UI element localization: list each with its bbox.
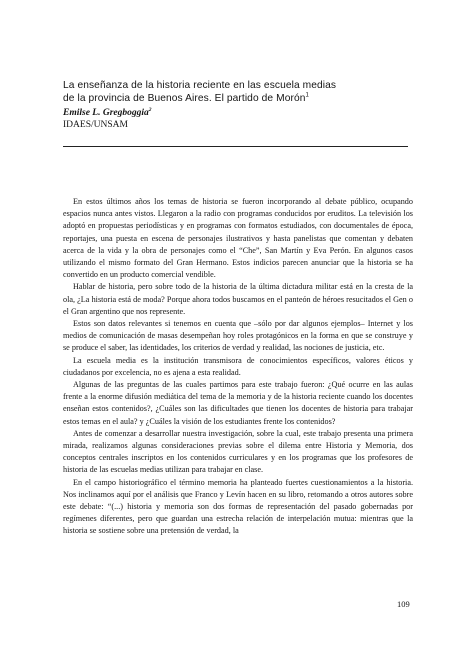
paragraph: La escuela media es la institución transmisora de conocimientos específicos, valores éticos y ciudadanos por excelencia, no es ajena a esta realidad. bbox=[63, 355, 413, 377]
article-title-line-2-text: de la provincia de Buenos Aires. El partido de Morón bbox=[63, 93, 306, 104]
page-number: 109 bbox=[397, 599, 410, 609]
author-name-text: Emilse L. Gregboggia bbox=[63, 108, 149, 118]
author-footnote-mark: 2 bbox=[148, 106, 152, 113]
paragraph: En estos últimos años los temas de historia se fueron incorporando al debate público, ocupando espacios nunca antes vistos. Llegaron a la radio con programas conducidos por eruditos. La televisión los adoptó en propuestas periodísticas y en programas con formatos estudiados, con documentales de época, reportajes, una puesta en escena de personajes ilustrativos y hasta panelistas que comentan y debaten acerca de la vida y la obra de personajes como el “Che”, San Martín y Eva Perón. En algunos casos utilizando el mismo formato del Gran Hermano. Estos indicios parecen anunciar que la historia se ha convertido en un producto comercial vendible. bbox=[63, 197, 413, 280]
paragraph: En el campo historiográfico el término memoria ha planteado fuertes cuestionamientos a la historia. Nos inclinamos aquí por el análisis que Franco y Levín hacen en su libro, retomando a otros autores sobre este debate: “(...) historia y memoria son dos formas de representación del pasado gobernadas por regímenes diferentes, pero que guardan una estrecha relación de interpelación mutua: mientras que la historia se sostiene sobre una pretensión de verdad, la bbox=[63, 477, 413, 536]
header-rule bbox=[63, 146, 408, 147]
author-affiliation: IDAES/UNSAM bbox=[63, 120, 128, 130]
article-body bbox=[63, 196, 413, 538]
paragraph: Estos son datos relevantes si tenemos en cuenta que –sólo por dar algunos ejemplos– Internet y los medios de comunicación de masas desempeñan hoy roles protagónicos en la forma en que se construye y se produce el saber, las identidades, los criterios de verdad y realidad, las nociones de justicia, etc. bbox=[63, 319, 413, 353]
author-name bbox=[63, 107, 152, 119]
title-footnote-mark: 1 bbox=[305, 92, 309, 99]
article-title bbox=[63, 79, 393, 105]
article-title-line-1: La enseñanza de la historia reciente en las escuela medias bbox=[63, 80, 337, 91]
paragraph: Hablar de historia, pero sobre todo de la historia de la última dictadura militar está en la cresta de la ola, ¿La historia está de moda? Porque ahora todos buscamos en el panteón de héroes resucitados el Gen o el Gran argentino que nos represente. bbox=[63, 282, 413, 316]
paragraph: Algunas de las preguntas de las cuales partimos para este trabajo fueron: ¿Qué ocurre en las aulas frente a la enorme difusión mediática del tema de la memoria y de la historia reciente cuando los docentes enseñan estos contenidos?, ¿Cuáles son las dificultades que tienen los docentes de historia para trabajar estos temas en el aula? y ¿Cuáles la visión de los estudiantes frente los contenidos? bbox=[63, 380, 413, 426]
paragraph: Antes de comenzar a desarrollar nuestra investigación, sobre la cual, este trabajo presenta una primera mirada, realizamos algunas consideraciones previas sobre el dilema entre Historia y Memoria, dos conceptos centrales inscriptos en los contenidos curriculares y en los programas que los profesores de historia de las escuelas medias utilizan para trabajar en clase. bbox=[63, 428, 413, 475]
article-title-line-2 bbox=[63, 92, 393, 105]
